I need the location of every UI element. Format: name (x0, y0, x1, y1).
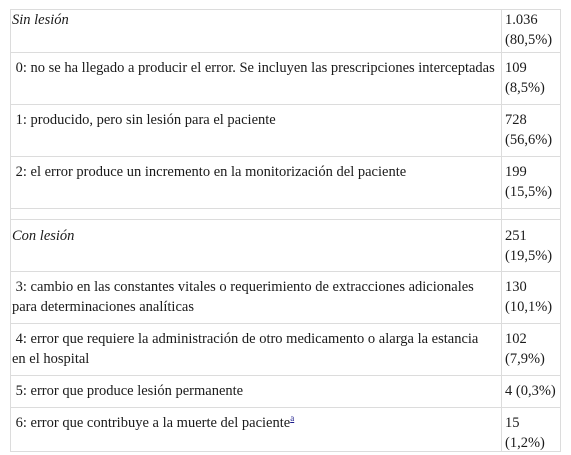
spacer-cell (10, 209, 502, 219)
table-row (10, 52, 561, 104)
row-value-text: 4 (0,3%) (505, 383, 556, 399)
row-label: 4: error que requiere la administración de otro medicamento o alarga la estancia en el hospital (10, 324, 502, 375)
row-value (502, 376, 561, 407)
row-value: 15 (1,2%) (502, 408, 561, 451)
row-label (10, 408, 502, 451)
row-value: 251 (19,5%) (502, 220, 561, 271)
table-row (10, 219, 561, 271)
row-label: Con lesión (10, 220, 502, 271)
table-row (10, 323, 561, 375)
footnote-link[interactable]: a (290, 413, 295, 424)
table-row (10, 271, 561, 323)
row-label-text: 6: error que contribuye a la muerte del paciente (15, 415, 291, 431)
row-value: 728 (56,6%) (502, 105, 561, 156)
row-label: 5: error que produce lesión permanente (10, 376, 502, 407)
row-value: 1.036 (80,5%) (502, 10, 561, 52)
results-table (10, 9, 561, 452)
row-value: 199 (15,5%) (502, 157, 561, 208)
spacer-cell (502, 209, 561, 219)
row-value: 109 (8,5%) (502, 53, 561, 104)
row-value: 130 (10,1%) (502, 272, 561, 323)
row-label: 2: el error produce un incremento en la monitorización del paciente (10, 157, 502, 208)
table-row (10, 375, 561, 407)
table-row (10, 9, 561, 52)
table-row (10, 156, 561, 208)
row-label: 0: no se ha llegado a producir el error. Se incluyen las prescripciones interceptadas (10, 53, 502, 104)
row-label: 1: producido, pero sin lesión para el paciente (10, 105, 502, 156)
row-label: 3: cambio en las constantes vitales o requerimiento de extracciones adicionales para determinaciones analíticas (10, 272, 502, 323)
table-row (10, 104, 561, 156)
table-row (10, 407, 561, 452)
row-label: Sin lesión (10, 10, 502, 52)
spacer-row (10, 208, 561, 219)
row-value: 102 (7,9%) (502, 324, 561, 375)
